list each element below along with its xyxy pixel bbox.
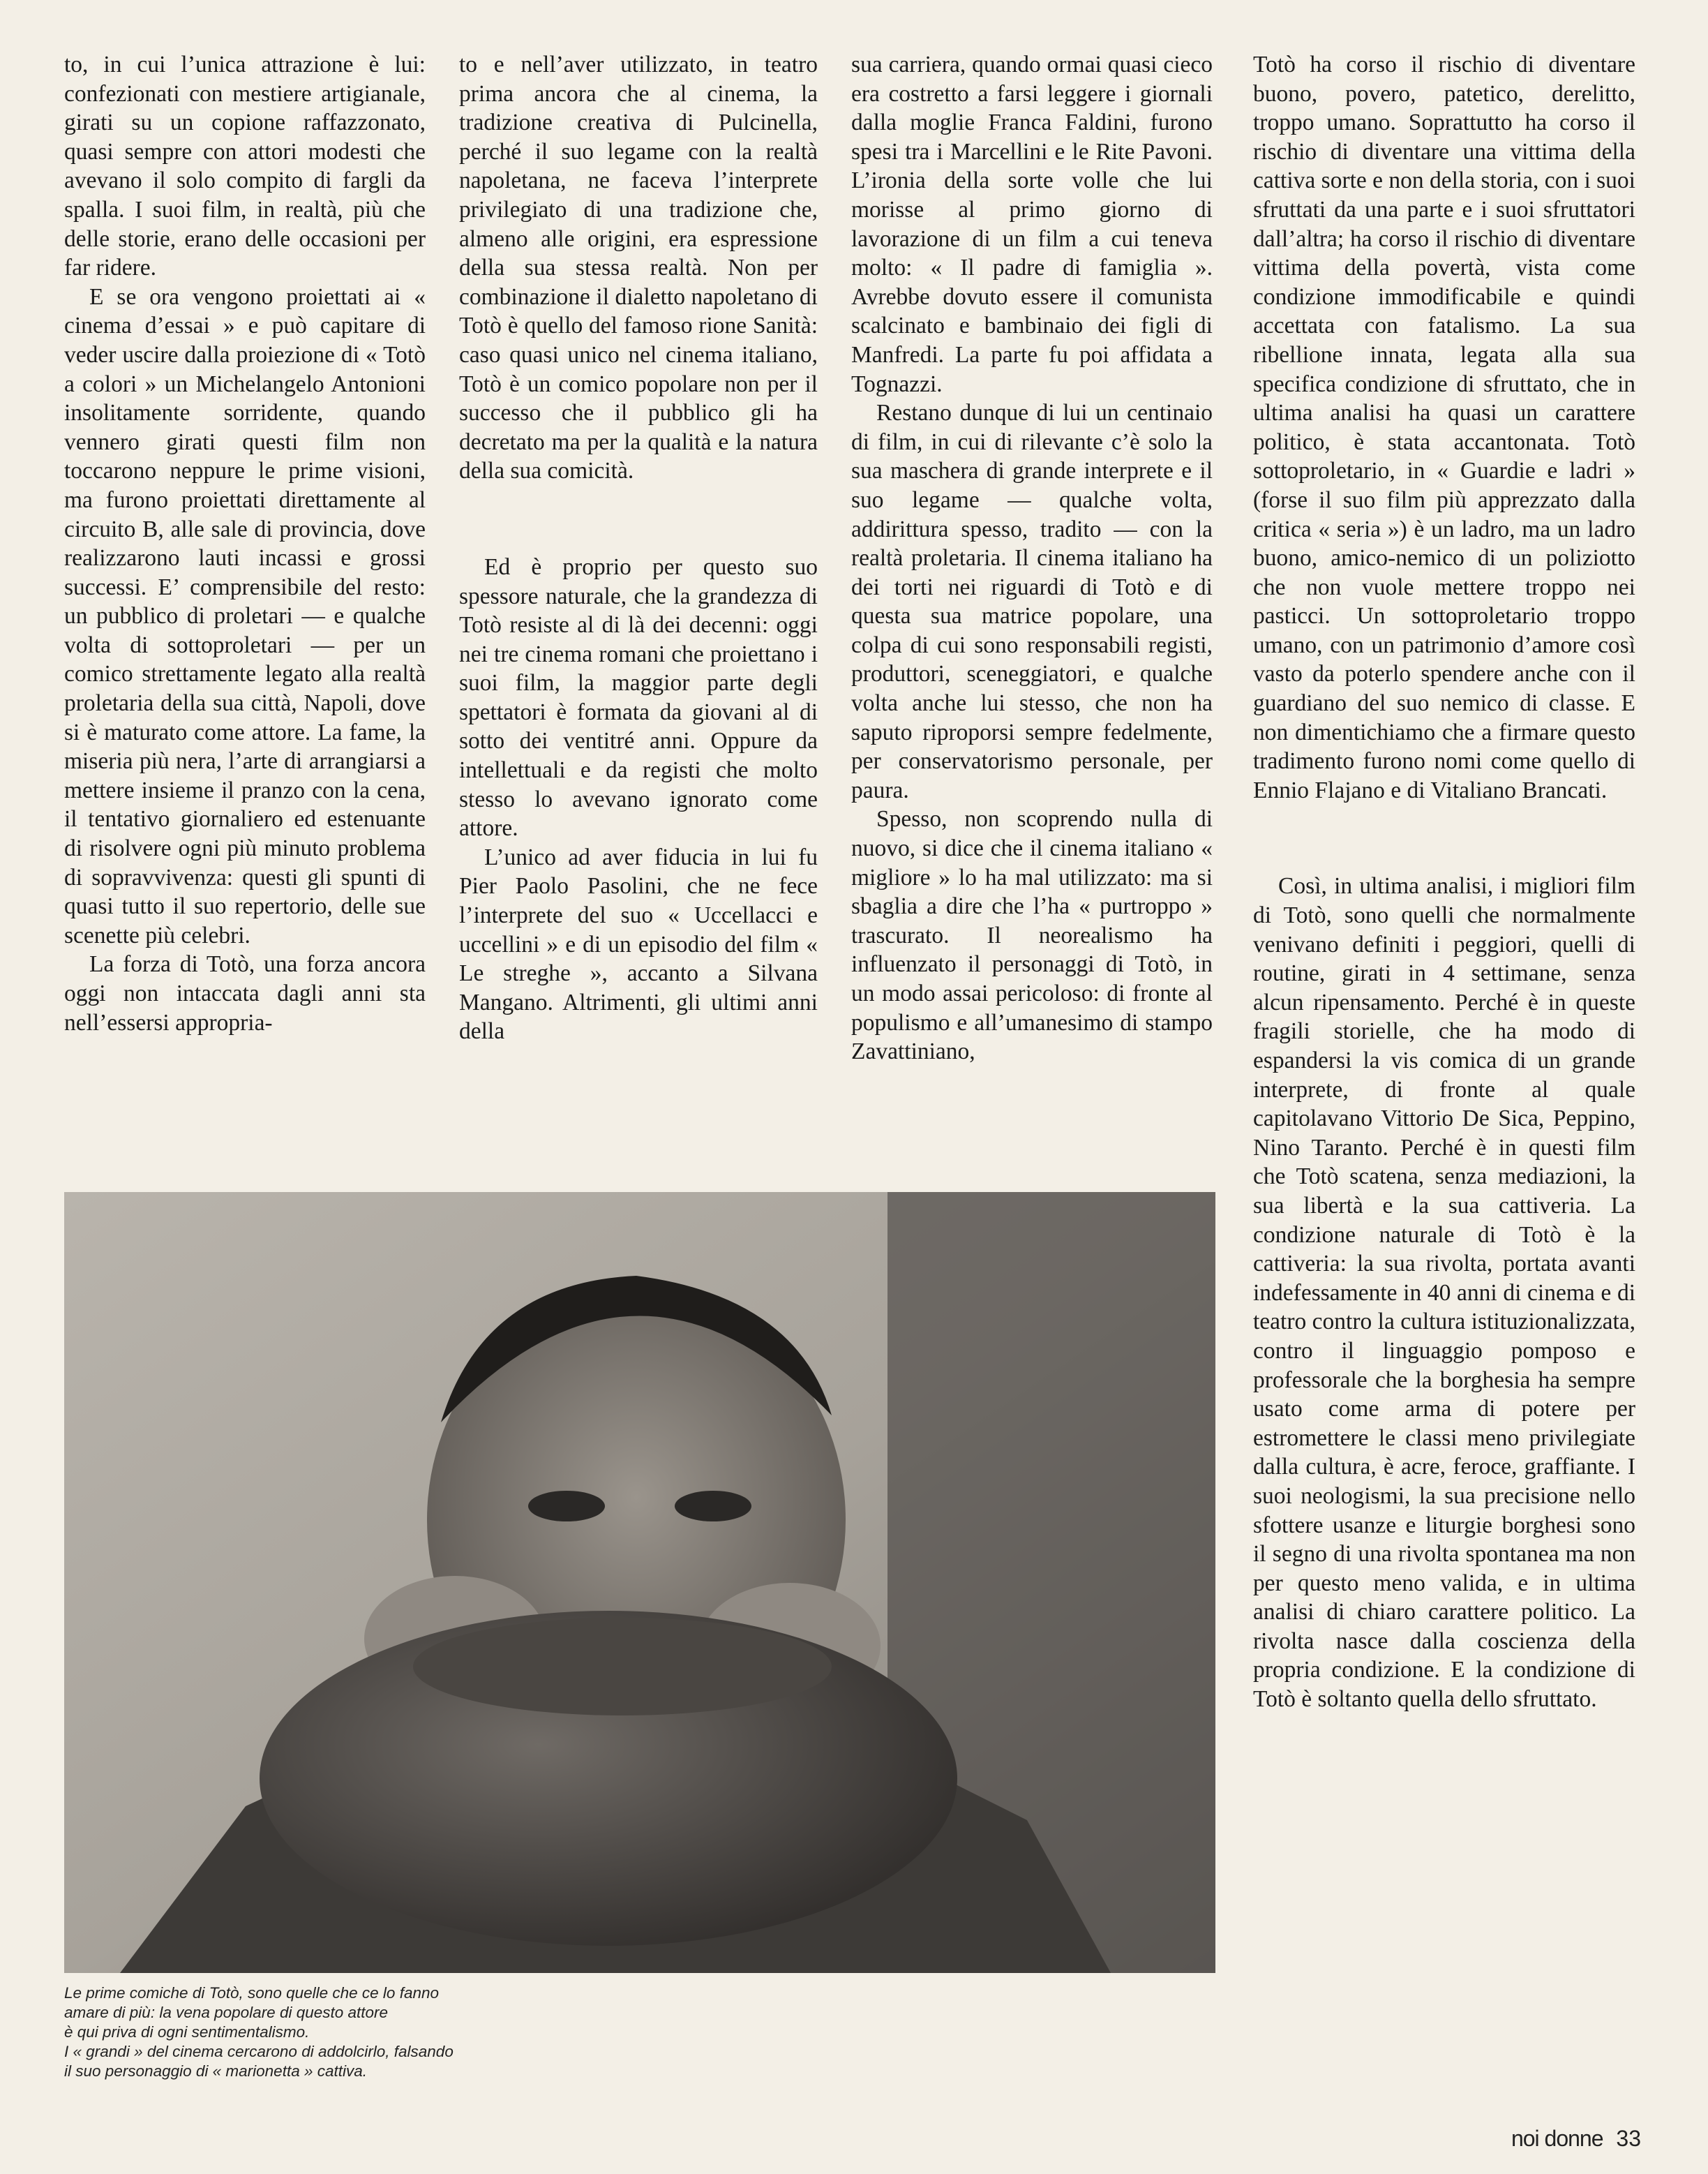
paragraph: La forza di Totò, una forza ancora oggi non intaccata dagli anni sta nell’essersi appropria- <box>64 951 426 1036</box>
paragraph: to e nell’aver utilizzato, in teatro prima ancora che al cinema, la tradizione creativa di Pulcinella, perché il suo legame con la realtà napoletana, ne faceva l’interprete privilegiato di una tradizione che, almeno alle origini, era espressione della sua stessa realtà. Non per combinazione il dialetto napoletano di Totò è quello del famoso rione Sanità: caso quasi unico nel cinema italiano, Totò è un comico popolare non per il successo che il pubblico gli ha decretato ma per la qualità e la natura della sua comicità. <box>459 52 818 484</box>
text-column-1 <box>64 50 426 1037</box>
toto-photo <box>64 1192 1215 1973</box>
paragraph: Ed è proprio per questo suo spessore naturale, che la grandezza di Totò resiste al di là dei decenni: oggi nei tre cinema romani che proiettano i suoi film, la maggior parte degli spettatori è formata da giovani al di sotto dei ventitré anni. Oppure da intellettuali e da registi che molto stesso lo avevano ignorato come attore. <box>459 553 818 842</box>
toto-biting-hat-image <box>64 1192 1215 1973</box>
caption-line: I « grandi » del cinema cercarono di addolcirlo, falsando <box>64 2043 454 2060</box>
caption-line: Le prime comiche di Totò, sono quelle che ce lo fanno <box>64 1984 440 2002</box>
paragraph: Spesso, non scoprendo nulla di nuovo, si dice che il cinema italiano « migliore » lo ha mal utilizzato: ma si sbaglia a dire che l’ha « purtroppo » trascurato. Il neorealismo ha influenzato il personaggi di Totò, in un modo assai pericoloso: di fronte al populismo e all’umanesimo di stampo Zavattiniano, <box>851 806 1213 1065</box>
text-column-3 <box>851 50 1213 1066</box>
page-footer <box>1511 2126 1641 2152</box>
text-column-2 <box>459 50 818 1046</box>
caption-line: è qui priva di ogni sentimentalismo. <box>64 2023 310 2041</box>
caption-line: il suo personaggio di « marionetta » cattiva. <box>64 2062 368 2080</box>
paragraph: Così, in ultima analisi, i migliori film di Totò, sono quelli che normalmente venivano definiti i peggiori, quelli di routine, girati in 4 settimane, senza alcun ripensamento. Perché è in queste fragili storielle, che ha modo di espandersi la vis comica di un grande interprete, di fronte al quale capitolavano Vittorio De Sica, Peppino, Nino Taranto. Perché è in questi film che Totò scatena, senza mediazioni, la sua libertà e la sua cattiveria. La condizione naturale di Totò è la cattiveria: la sua rivolta, portata avanti indefessamente in 40 anni di cinema e di teatro contro la cultura istituzionalizzata, contro il linguaggio pomposo e professorale che la borghesia ha sempre usato come arma di potere per estromettere le classi meno privilegiate dalla cultura, è acre, feroce, graffiante. I suoi neologismi, la sua precisione nello sfottere usanze e liturgie borghesi sono il segno di una rivolta spontanea ma non per questo meno valida, e in ultima analisi di chiaro carattere politico. La rivolta nasce dalla coscienza della propria condizione. E la condizione di Totò è soltanto quella dello sfruttato. <box>1253 873 1635 1713</box>
photo-caption <box>64 1983 580 2081</box>
paragraph: L’unico ad aver fiducia in lui fu Pier Paolo Pasolini, che ne fece l’interprete del suo « Uccellacci e uccellini » e di un episodio del film « Le streghe », accanto a Silvana Mangano. Altrimenti, gli ultimi anni della <box>459 844 818 1045</box>
magazine-name: noi donne <box>1511 2126 1603 2151</box>
section-heading-risate-di-liberta <box>1253 824 1635 854</box>
paragraph: Totò ha corso il rischio di diventare buono, povero, patetico, derelitto, troppo umano. Soprattutto ha corso il rischio di diventare una vittima della cattiva sorte e non della storia, con i suoi sfruttati da una parte e i suoi sfruttatori dall’altra; ha corso il rischio di diventare vittima della povertà, vista come condizione immodificabile e quindi accettata con fatalismo. La sua ribellione innata, legata alla sua specifica condizione di sfruttato, che in ultima analisi ha quasi un carattere politico, è stata accantonata. Totò sottoproletario, in « Guardie e ladri » (forse il suo film più apprezzato dalla critica « seria ») è un ladro, ma un ladro buono, amico-nemico di un poliziotto che non vuole mettere troppo nei pasticci. Un sottoproletario troppo umano, con un patrimonio d’amore così vasto da poterlo spendere anche con il guardiano del suo nemico di classe. E non dimentichiamo che a firmare questo tradimento furono nomi come quello di Ennio Flajano e di Vitaliano Brancati. <box>1253 52 1635 803</box>
caption-line: amare di più: la vena popolare di questo attore <box>64 2004 389 2021</box>
paragraph: E se ora vengono proiettati ai « cinema d’essai » e può capitare di veder uscire dalla proiezione di « Totò a colori » un Michelangelo Antonioni insolitamente sorridente, quando vennero girati questi film non toccarono neppure le prime visioni, ma furono proiettati direttamente al circuito B, alle sale di provincia, dove realizzarono lauti incassi e grossi successi. E’ comprensibile del resto: un pubblico di proletari — e qualche volta di sottoproletari — per un comico strettamente legato alla realtà proletaria della sua città, Napoli, dove si è maturato come attore. La fame, la miseria più nera, l’arte di arrangiarsi a mettere insieme il pranzo con la cena, il tentativo giornaliero ed estenuante di risolvere ogni più minuto problema di sopravvivenza: questi gli spunti di quasi tutto il suo repertorio, delle sue scenette più celebri. <box>64 283 426 948</box>
text-column-4 <box>1253 50 1635 1714</box>
page-number: 33 <box>1616 2126 1641 2151</box>
section-heading-chi-vuole-toto-buono <box>459 505 818 535</box>
paragraph: sua carriera, quando ormai quasi cieco era costretto a farsi leggere i giornali dalla moglie Franca Faldini, furono spesi tra i Marcellini e le Rite Pavoni. L’ironia della sorte volle che lui morisse al primo giorno di lavorazione di un film a cui teneva molto: « Il padre di famiglia ». Avrebbe dovuto essere il comunista scalcinato e bambinaio dei figli di Manfredi. La parte fu poi affidata a Tognazzi. <box>851 52 1213 397</box>
paragraph: to, in cui l’unica attrazione è lui: confezionati con mestiere artigianale, girati su un copione raffazzonato, quasi sempre con attori modesti che avevano il solo compito di fargli da spalla. I suoi film, in realtà, più che delle storie, erano delle occasioni per far ridere. <box>64 52 426 281</box>
paragraph: Restano dunque di lui un centinaio di film, in cui di rilevante c’è solo la sua maschera di grande interprete e il suo legame — qualche volta, addirittura spesso, tradito — con la realtà proletaria. Il cinema italiano ha dei torti nei riguardi di Totò e di questa sua matrice popolare, una colpa di cui sono responsabili registi, produttori, sceneggiatori, e qualche volta anche lui stesso, che non ha saputo riproporsi sempre fedelmente, per conservatorismo personale, per paura. <box>851 400 1213 803</box>
